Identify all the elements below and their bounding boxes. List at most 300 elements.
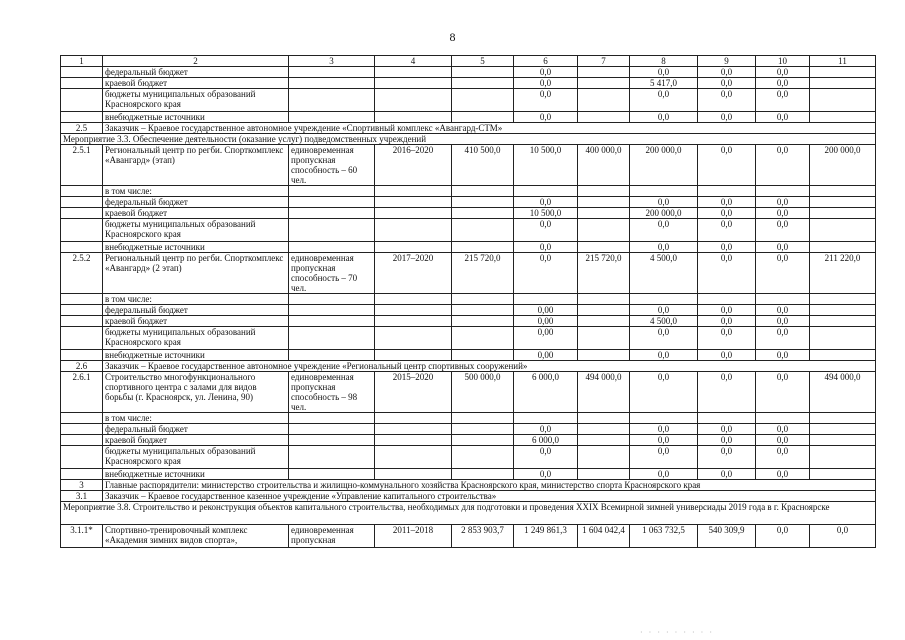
item-name: Региональный центр по регби. Спорткомплекс «Авангард» (этап) <box>103 145 289 186</box>
value-cell <box>452 89 514 112</box>
capacity-cell <box>289 186 375 197</box>
value-cell: 0,0 <box>756 89 810 112</box>
value-cell: 540 309,9 <box>698 525 756 548</box>
row-number: 2.5.1 <box>61 145 103 186</box>
header-cell: 6 <box>514 56 578 67</box>
capacity-cell <box>289 112 375 123</box>
value-cell <box>578 469 630 480</box>
value-cell <box>578 446 630 469</box>
capacity-cell <box>289 446 375 469</box>
item-name: внебюджетные источники <box>103 112 289 123</box>
item-name: внебюджетные источники <box>103 469 289 480</box>
row-number: 2.5.2 <box>61 253 103 294</box>
value-cell: 0,00 <box>514 305 578 316</box>
value-cell: 0,0 <box>630 350 698 361</box>
value-cell: 215 720,0 <box>452 253 514 294</box>
value-cell: 0,0 <box>630 219 698 242</box>
value-cell: 0,0 <box>698 305 756 316</box>
capacity-cell <box>289 327 375 350</box>
value-cell: 0,0 <box>756 208 810 219</box>
value-cell <box>810 186 876 197</box>
row-number <box>61 186 103 197</box>
row-number <box>61 112 103 123</box>
row-number: 2.5 <box>61 123 103 134</box>
value-cell: 0,0 <box>698 145 756 186</box>
item-name: краевой бюджет <box>103 78 289 89</box>
value-cell: 0,0 <box>514 89 578 112</box>
item-name: Региональный центр по регби. Спорткомплекс «Авангард» (2 этап) <box>103 253 289 294</box>
value-cell: 410 500,0 <box>452 145 514 186</box>
customer-note: Заказчик – Краевое государственное автономное учреждение «Спортивный комплекс «Авангард-СТМ» <box>103 123 876 134</box>
value-cell <box>375 435 452 446</box>
row-number: 2.6 <box>61 361 103 372</box>
row-number <box>61 219 103 242</box>
row-number: 3.1.1* <box>61 525 103 548</box>
item-name: краевой бюджет <box>103 435 289 446</box>
item-name: в том числе: <box>103 186 289 197</box>
value-cell: 0,0 <box>698 469 756 480</box>
table-row <box>61 350 876 361</box>
value-cell: 6 000,0 <box>514 435 578 446</box>
value-cell <box>452 327 514 350</box>
value-cell <box>756 294 810 305</box>
value-cell: 4 500,0 <box>630 253 698 294</box>
value-cell <box>452 112 514 123</box>
table-row <box>61 469 876 480</box>
value-cell <box>452 197 514 208</box>
capacity-cell <box>289 242 375 253</box>
table-row <box>61 253 876 294</box>
value-cell: 0,0 <box>756 305 810 316</box>
row-number: 2.6.1 <box>61 372 103 413</box>
value-cell: 211 220,0 <box>810 253 876 294</box>
capacity-cell: единовременная пропускная способность – 60 чел. <box>289 145 375 186</box>
value-cell: 0,0 <box>756 78 810 89</box>
value-cell <box>698 294 756 305</box>
value-cell <box>452 316 514 327</box>
value-cell: 1 063 732,5 <box>630 525 698 548</box>
value-cell <box>375 67 452 78</box>
value-cell <box>578 197 630 208</box>
value-cell <box>375 78 452 89</box>
section-title: Мероприятие 3.8. Строительство и реконструкция объектов капитального строительства, необходимых для подготовки и проведения XXIX Всемирной зимней универсиады 2019 года в г. Красноярске <box>61 502 876 525</box>
table-row <box>61 502 876 525</box>
value-cell: 0,0 <box>756 424 810 435</box>
header-row <box>61 56 876 67</box>
capacity-cell <box>289 469 375 480</box>
table-row <box>61 219 876 242</box>
value-cell: 0,0 <box>630 242 698 253</box>
value-cell: 200 000,0 <box>810 145 876 186</box>
value-cell: 0,0 <box>698 372 756 413</box>
value-cell: 215 720,0 <box>578 253 630 294</box>
value-cell: 2016–2020 <box>375 145 452 186</box>
capacity-cell <box>289 294 375 305</box>
value-cell: 5 417,0 <box>630 78 698 89</box>
item-name: внебюджетные источники <box>103 242 289 253</box>
value-cell: 0,0 <box>756 469 810 480</box>
item-name: бюджеты муниципальных образований Красноярского края <box>103 327 289 350</box>
table-row <box>61 424 876 435</box>
value-cell: 0,0 <box>514 112 578 123</box>
value-cell: 0,0 <box>756 435 810 446</box>
value-cell <box>578 208 630 219</box>
value-cell: 0,0 <box>514 424 578 435</box>
value-cell <box>810 316 876 327</box>
value-cell <box>452 219 514 242</box>
table-row <box>61 186 876 197</box>
value-cell: 0,00 <box>514 327 578 350</box>
row-number <box>61 67 103 78</box>
value-cell: 0,0 <box>514 446 578 469</box>
table-row <box>61 123 876 134</box>
value-cell: 0,0 <box>630 67 698 78</box>
value-cell <box>452 294 514 305</box>
value-cell <box>630 294 698 305</box>
capacity-cell <box>289 67 375 78</box>
capacity-cell: единовременная пропускная способность – 98 чел. <box>289 372 375 413</box>
value-cell: 0,0 <box>630 197 698 208</box>
value-cell <box>452 413 514 424</box>
value-cell: 0,0 <box>630 446 698 469</box>
value-cell <box>375 469 452 480</box>
value-cell: 2 853 903,7 <box>452 525 514 548</box>
value-cell <box>452 208 514 219</box>
capacity-cell <box>289 219 375 242</box>
table-row <box>61 316 876 327</box>
item-name: краевой бюджет <box>103 316 289 327</box>
value-cell: 0,0 <box>756 145 810 186</box>
customer-note: Главные распорядители: министерство строительства и жилищно-коммунального хозяйства Красноярского края, министерство спорта Красноярского края <box>103 480 876 491</box>
capacity-cell <box>289 316 375 327</box>
value-cell: 0,0 <box>698 208 756 219</box>
capacity-cell <box>289 350 375 361</box>
table-row <box>61 197 876 208</box>
value-cell <box>578 316 630 327</box>
value-cell: 0,0 <box>698 435 756 446</box>
value-cell: 0,0 <box>630 424 698 435</box>
value-cell <box>578 78 630 89</box>
value-cell <box>375 208 452 219</box>
value-cell: 0,0 <box>698 316 756 327</box>
value-cell <box>630 186 698 197</box>
value-cell: 0,0 <box>698 327 756 350</box>
value-cell: 0,0 <box>756 350 810 361</box>
value-cell <box>375 294 452 305</box>
value-cell: 6 000,0 <box>514 372 578 413</box>
capacity-cell <box>289 435 375 446</box>
value-cell: 0,0 <box>630 372 698 413</box>
section-title: Мероприятие 3.3. Обеспечение деятельности (оказание услуг) подведомственных учреждений <box>61 134 876 145</box>
value-cell: 0,0 <box>514 67 578 78</box>
budget-table <box>60 55 876 548</box>
header-cell: 3 <box>289 56 375 67</box>
row-number <box>61 424 103 435</box>
value-cell <box>452 350 514 361</box>
row-number <box>61 242 103 253</box>
value-cell: 2015–2020 <box>375 372 452 413</box>
capacity-cell <box>289 78 375 89</box>
value-cell <box>452 469 514 480</box>
row-number <box>61 78 103 89</box>
value-cell <box>810 67 876 78</box>
header-cell: 8 <box>630 56 698 67</box>
value-cell <box>578 350 630 361</box>
row-number <box>61 89 103 112</box>
header-cell: 1 <box>61 56 103 67</box>
value-cell: 0,0 <box>756 525 810 548</box>
value-cell <box>452 305 514 316</box>
value-cell <box>810 197 876 208</box>
value-cell: 0,0 <box>698 446 756 469</box>
table-row <box>61 242 876 253</box>
row-number <box>61 469 103 480</box>
value-cell: 494 000,0 <box>810 372 876 413</box>
value-cell: 0,0 <box>810 525 876 548</box>
table-row <box>61 145 876 186</box>
value-cell <box>578 424 630 435</box>
value-cell <box>452 424 514 435</box>
table-row <box>61 67 876 78</box>
value-cell <box>514 186 578 197</box>
value-cell <box>452 186 514 197</box>
value-cell: 0,0 <box>756 242 810 253</box>
capacity-cell <box>289 208 375 219</box>
value-cell <box>375 242 452 253</box>
item-name: в том числе: <box>103 294 289 305</box>
item-name: федеральный бюджет <box>103 197 289 208</box>
row-number <box>61 305 103 316</box>
value-cell <box>578 186 630 197</box>
value-cell <box>810 219 876 242</box>
table-row <box>61 361 876 372</box>
value-cell <box>810 305 876 316</box>
value-cell <box>810 469 876 480</box>
item-name: в том числе: <box>103 413 289 424</box>
value-cell <box>452 435 514 446</box>
item-name: бюджеты муниципальных образований Красноярского края <box>103 219 289 242</box>
value-cell <box>578 294 630 305</box>
row-number <box>61 413 103 424</box>
customer-note: Заказчик – Краевое государственное казенное учреждение «Управление капитального строительства» <box>103 491 876 502</box>
table-row <box>61 208 876 219</box>
value-cell: 0,0 <box>514 469 578 480</box>
row-number <box>61 294 103 305</box>
value-cell: 0,0 <box>698 89 756 112</box>
table-row <box>61 413 876 424</box>
value-cell <box>810 435 876 446</box>
header-cell: 11 <box>810 56 876 67</box>
value-cell <box>810 294 876 305</box>
value-cell <box>375 327 452 350</box>
value-cell <box>578 305 630 316</box>
value-cell: 0,0 <box>514 197 578 208</box>
value-cell <box>452 78 514 89</box>
value-cell <box>578 67 630 78</box>
value-cell: 200 000,0 <box>630 208 698 219</box>
value-cell: 0,0 <box>698 112 756 123</box>
row-number <box>61 327 103 350</box>
value-cell: 0,0 <box>698 197 756 208</box>
value-cell <box>375 424 452 435</box>
value-cell <box>578 435 630 446</box>
value-cell: 10 500,0 <box>514 208 578 219</box>
value-cell <box>578 413 630 424</box>
value-cell: 400 000,0 <box>578 145 630 186</box>
value-cell: 0,0 <box>514 242 578 253</box>
value-cell <box>578 89 630 112</box>
value-cell <box>810 208 876 219</box>
value-cell: 0,0 <box>698 253 756 294</box>
row-number <box>61 446 103 469</box>
value-cell: 0,0 <box>630 305 698 316</box>
value-cell <box>756 186 810 197</box>
value-cell <box>810 78 876 89</box>
capacity-cell <box>289 305 375 316</box>
header-cell: 7 <box>578 56 630 67</box>
value-cell <box>810 446 876 469</box>
header-cell: 9 <box>698 56 756 67</box>
value-cell <box>514 294 578 305</box>
value-cell: 0,0 <box>756 446 810 469</box>
value-cell <box>578 219 630 242</box>
value-cell <box>578 112 630 123</box>
value-cell: 0,0 <box>756 327 810 350</box>
value-cell <box>452 242 514 253</box>
item-name: Строительство многофункционального спортивного центра с залами для видов борьбы (г. Красноярск, ул. Ленина, 90) <box>103 372 289 413</box>
header-cell: 2 <box>103 56 289 67</box>
value-cell <box>578 242 630 253</box>
table-row <box>61 294 876 305</box>
value-cell <box>375 186 452 197</box>
item-name: федеральный бюджет <box>103 305 289 316</box>
value-cell: 0,0 <box>698 424 756 435</box>
row-number <box>61 350 103 361</box>
value-cell <box>375 219 452 242</box>
table-row <box>61 446 876 469</box>
value-cell <box>375 446 452 469</box>
row-number <box>61 208 103 219</box>
value-cell: 4 500,0 <box>630 316 698 327</box>
value-cell: 0,0 <box>698 67 756 78</box>
item-name: краевой бюджет <box>103 208 289 219</box>
value-cell: 0,0 <box>756 219 810 242</box>
value-cell <box>756 413 810 424</box>
value-cell: 1 249 861,3 <box>514 525 578 548</box>
table-row <box>61 435 876 446</box>
value-cell: 0,0 <box>698 350 756 361</box>
table-row <box>61 89 876 112</box>
row-number <box>61 197 103 208</box>
header-cell: 5 <box>452 56 514 67</box>
scan-artifact: · · · · · · · · · <box>640 628 714 637</box>
capacity-cell <box>289 424 375 435</box>
capacity-cell <box>289 89 375 112</box>
value-cell <box>810 413 876 424</box>
value-cell: 0,00 <box>514 350 578 361</box>
value-cell <box>810 424 876 435</box>
item-name: Спортивно-тренировочный комплекс «Академия зимних видов спорта», <box>103 525 289 548</box>
value-cell <box>375 350 452 361</box>
capacity-cell: единовременная пропускная способность – 70 чел. <box>289 253 375 294</box>
row-number <box>61 316 103 327</box>
table-row <box>61 134 876 145</box>
value-cell <box>698 413 756 424</box>
table-row <box>61 372 876 413</box>
value-cell <box>698 186 756 197</box>
value-cell: 0,0 <box>514 78 578 89</box>
customer-note: Заказчик – Краевое государственное автономное учреждение «Региональный центр спортивных сооружений» <box>103 361 876 372</box>
item-name: федеральный бюджет <box>103 67 289 78</box>
value-cell: 0,0 <box>756 316 810 327</box>
value-cell <box>810 327 876 350</box>
capacity-cell: единовременная пропускная <box>289 525 375 548</box>
value-cell <box>375 89 452 112</box>
value-cell <box>578 327 630 350</box>
value-cell: 0,0 <box>756 253 810 294</box>
value-cell <box>375 305 452 316</box>
value-cell: 0,0 <box>698 219 756 242</box>
value-cell <box>630 413 698 424</box>
table-row <box>61 78 876 89</box>
header-cell: 4 <box>375 56 452 67</box>
value-cell <box>452 67 514 78</box>
row-number <box>61 435 103 446</box>
page-number: 8 <box>449 30 456 44</box>
value-cell: 0,0 <box>756 197 810 208</box>
value-cell: 0,0 <box>756 67 810 78</box>
value-cell: 0,0 <box>630 112 698 123</box>
value-cell: 0,0 <box>514 219 578 242</box>
value-cell <box>452 446 514 469</box>
value-cell <box>810 242 876 253</box>
table-row <box>61 112 876 123</box>
row-number: 3 <box>61 480 103 491</box>
value-cell: 2011–2018 <box>375 525 452 548</box>
value-cell <box>375 413 452 424</box>
value-cell: 0,0 <box>756 112 810 123</box>
table-row <box>61 480 876 491</box>
value-cell: 0,00 <box>514 316 578 327</box>
value-cell: 0,0 <box>630 327 698 350</box>
value-cell: 0,0 <box>698 242 756 253</box>
value-cell <box>810 112 876 123</box>
value-cell: 200 000,0 <box>630 145 698 186</box>
value-cell: 2017–2020 <box>375 253 452 294</box>
table-row <box>61 327 876 350</box>
table-row <box>61 491 876 502</box>
value-cell <box>810 89 876 112</box>
value-cell <box>514 413 578 424</box>
item-name: бюджеты муниципальных образований Красноярского края <box>103 89 289 112</box>
value-cell <box>375 112 452 123</box>
value-cell: 500 000,0 <box>452 372 514 413</box>
capacity-cell <box>289 197 375 208</box>
value-cell <box>810 350 876 361</box>
value-cell: 0,0 <box>630 469 698 480</box>
header-cell: 10 <box>756 56 810 67</box>
value-cell: 0,0 <box>630 435 698 446</box>
value-cell <box>375 197 452 208</box>
value-cell: 10 500,0 <box>514 145 578 186</box>
value-cell: 0,0 <box>514 253 578 294</box>
row-number: 3.1 <box>61 491 103 502</box>
table-row <box>61 525 876 548</box>
value-cell <box>375 316 452 327</box>
value-cell: 0,0 <box>756 372 810 413</box>
item-name: бюджеты муниципальных образований Красноярского края <box>103 446 289 469</box>
value-cell: 494 000,0 <box>578 372 630 413</box>
